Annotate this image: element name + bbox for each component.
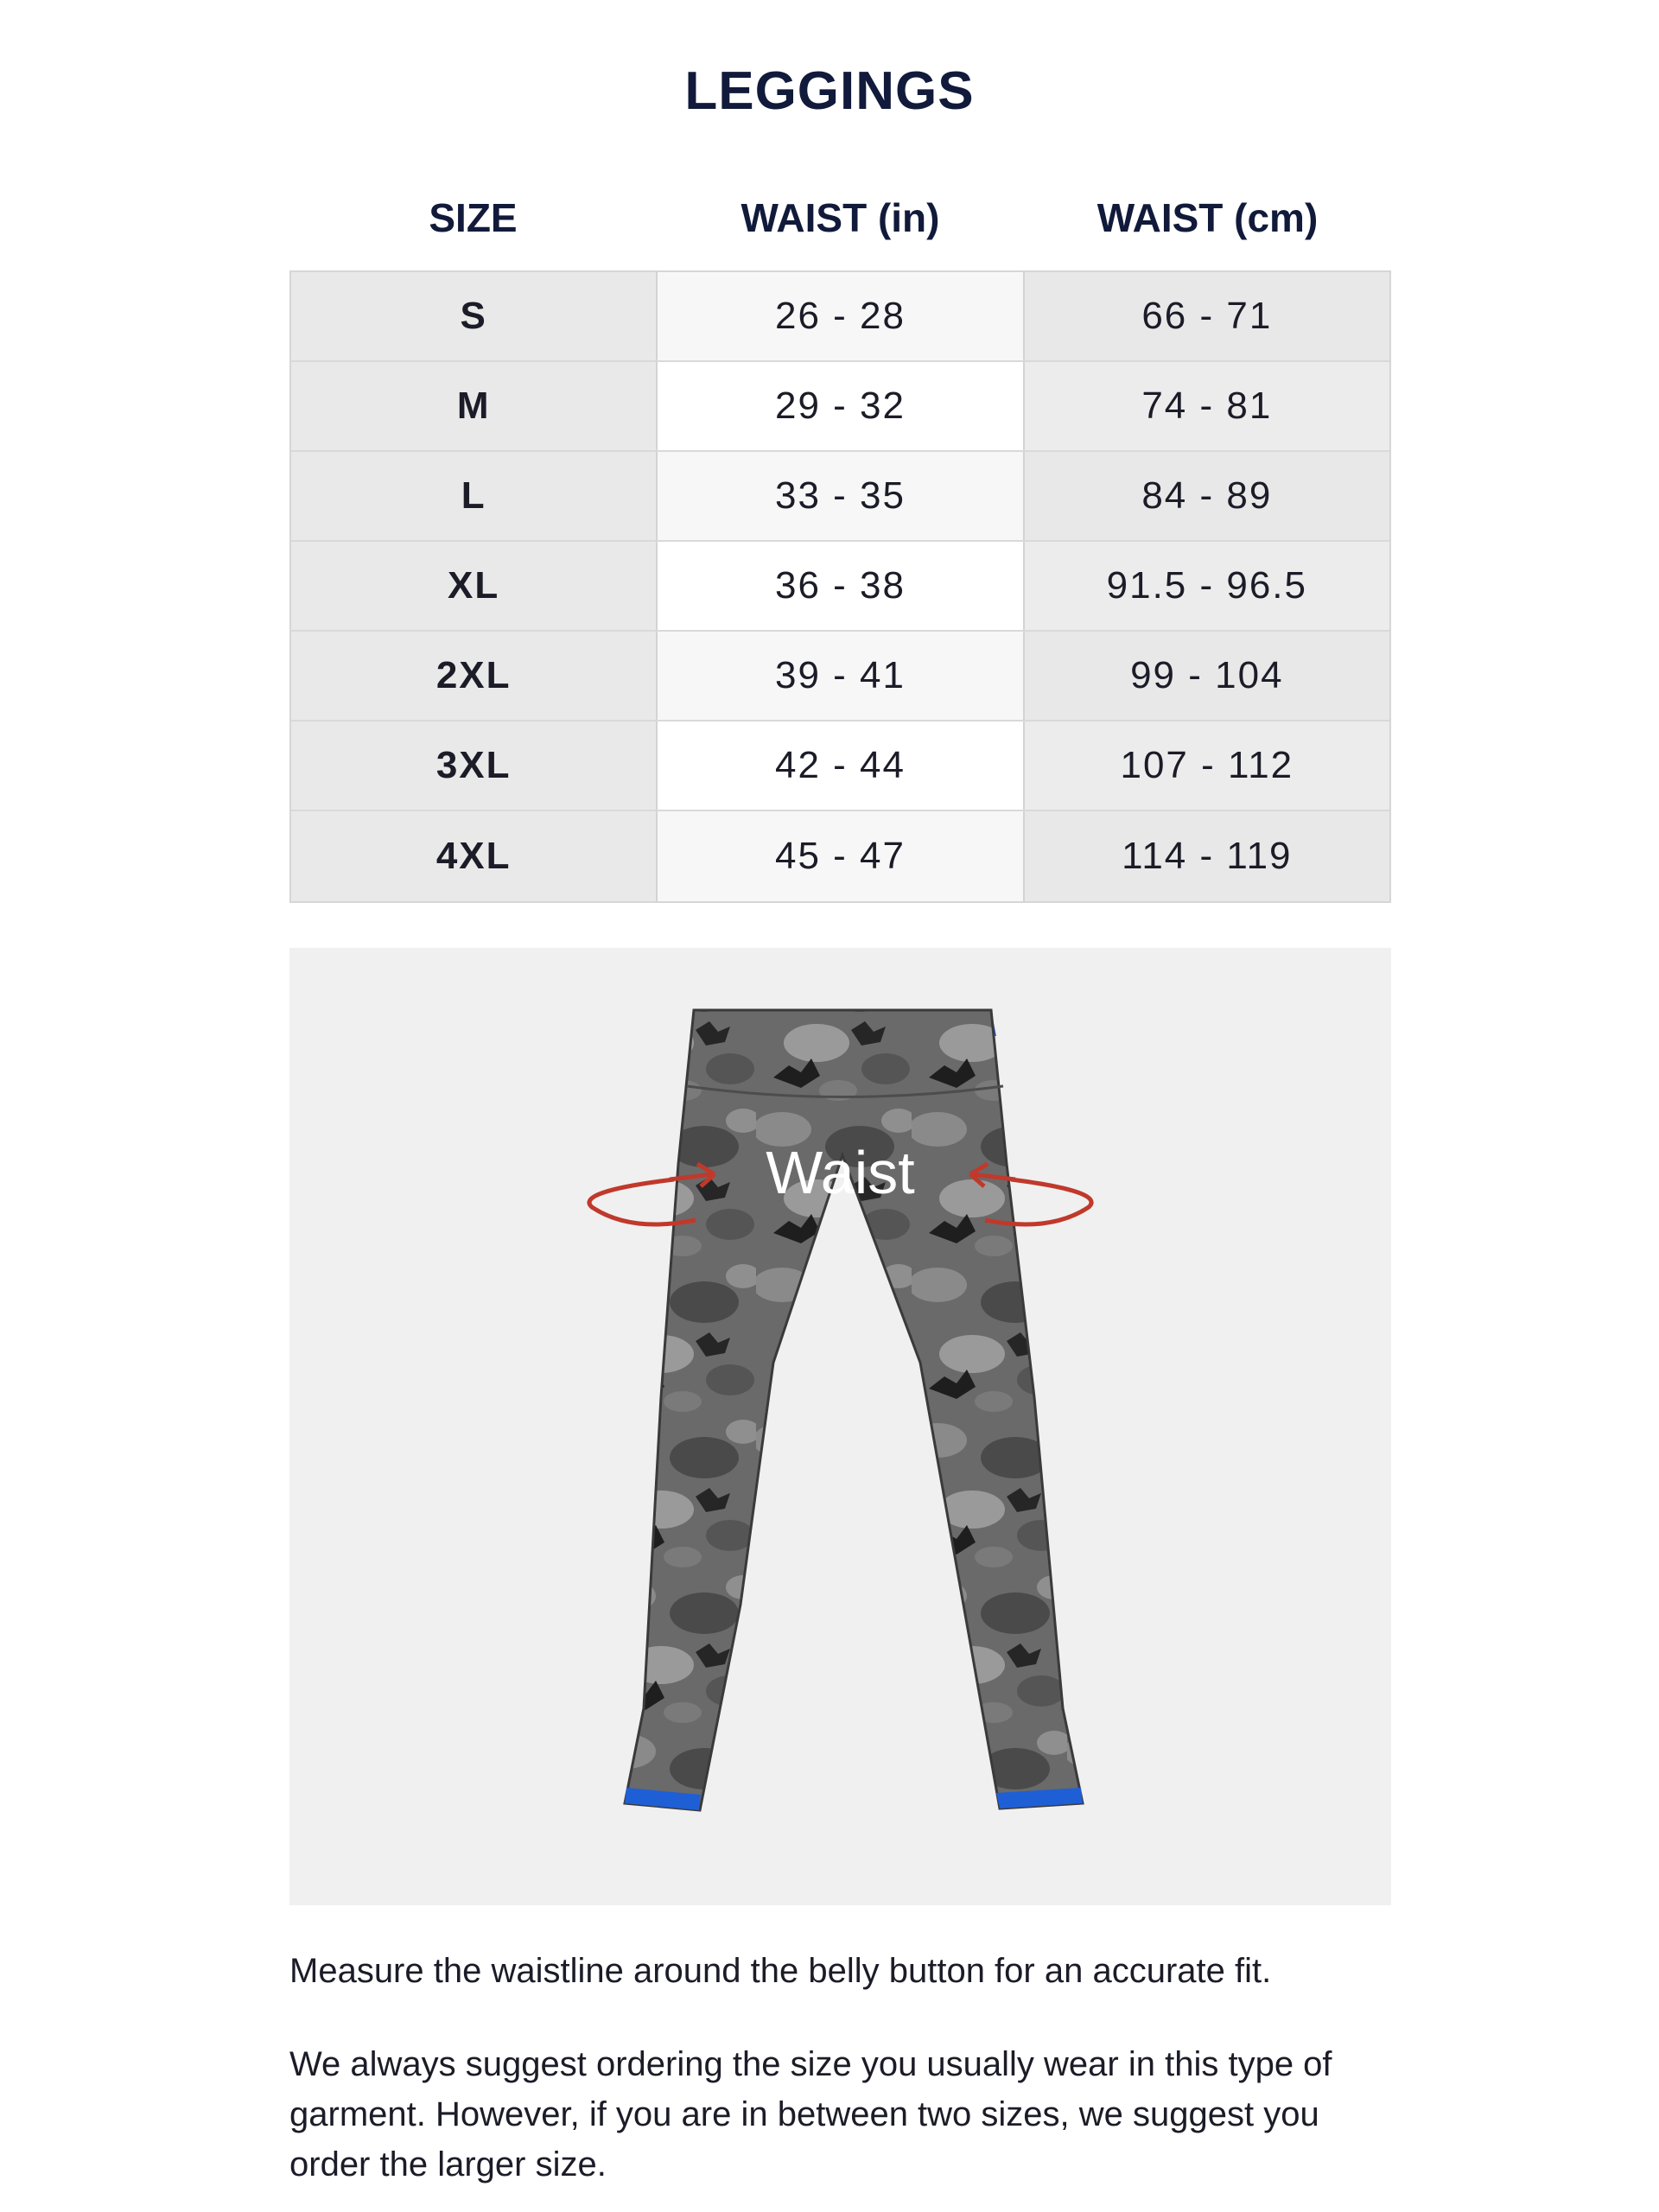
waist-cm-cell: 107 - 112	[1025, 721, 1389, 810]
waist-in-cell: 39 - 41	[658, 632, 1024, 720]
waist-in-cell: 29 - 32	[658, 362, 1024, 450]
size-cell: 4XL	[291, 811, 658, 901]
header-waist-cm: WAIST (cm)	[1096, 195, 1319, 240]
waist-cm-cell: 99 - 104	[1025, 632, 1389, 720]
header-waist-in: WAIST (in)	[741, 195, 940, 240]
leggings-body	[625, 1010, 1083, 1810]
waist-cm-cell: 66 - 71	[1025, 272, 1389, 360]
size-cell: M	[291, 362, 658, 450]
size-cell: S	[291, 272, 658, 360]
waist-cm-cell: 91.5 - 96.5	[1025, 542, 1389, 630]
size-cell: 3XL	[291, 721, 658, 810]
table-row	[291, 721, 1389, 811]
table-row	[291, 452, 1389, 542]
waist-cm-cell: 114 - 119	[1025, 811, 1389, 901]
size-table	[289, 270, 1391, 903]
waist-in-cell: 45 - 47	[658, 811, 1024, 901]
leggings-graphic	[289, 948, 1391, 1905]
table-row	[291, 632, 1389, 721]
waist-label: Waist	[766, 1139, 915, 1206]
waist-cm-cell: 74 - 81	[1025, 362, 1389, 450]
page-title: LEGGINGS	[684, 61, 975, 121]
waist-in-cell: 36 - 38	[658, 542, 1024, 630]
size-cell: XL	[291, 542, 658, 630]
table-row	[291, 272, 1389, 362]
waist-in-cell: 33 - 35	[658, 452, 1024, 540]
waist-cm-cell: 84 - 89	[1025, 452, 1389, 540]
size-cell: L	[291, 452, 658, 540]
table-row	[291, 362, 1389, 452]
table-row	[291, 811, 1389, 901]
waist-in-cell: 42 - 44	[658, 721, 1024, 810]
size-suggestion: We always suggest ordering the size you usually wear in this type of garment. However, if you are in between two sizes, we suggest you order the larger size.	[289, 2045, 1332, 2183]
table-row	[291, 542, 1389, 632]
size-table-header	[289, 194, 1391, 255]
waist-in-cell: 26 - 28	[658, 272, 1024, 360]
header-size: SIZE	[429, 195, 518, 240]
measure-instructions: Measure the waistline around the belly button for an accurate fit.	[289, 1952, 1272, 1990]
size-cell: 2XL	[291, 632, 658, 720]
leggings-illustration	[289, 948, 1391, 1905]
